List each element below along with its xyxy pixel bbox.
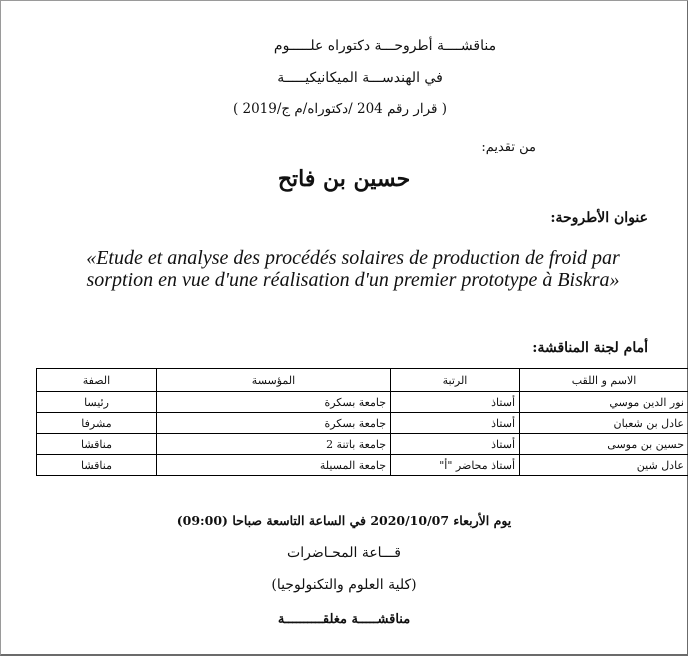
faculty-name: (كلية العلوم والتكنولوجيا) [0,577,688,593]
member-role: مناقشا [37,455,157,476]
column-header-role: الصفة [37,369,157,392]
committee-table [36,368,688,476]
member-name: حسين بن موسى [520,434,688,455]
member-role: مناقشا [37,434,157,455]
table-row [37,392,688,413]
member-institution: جامعة بسكرة [157,392,391,413]
specialty-heading: في الهندســـة الميكانيكيـــــة [60,70,660,86]
member-name: نور الدين موسي [520,392,688,413]
member-rank: أستاذ [391,392,520,413]
table-header-row [37,369,688,392]
column-header-rank: الرتبة [391,369,520,392]
thesis-title: «Etude et analyse des procédés solaires de production de froid par sorption en vue d'une réalisation d'un premier prototype à Biskra» [58,247,648,291]
member-institution: جامعة باتنة 2 [157,434,391,455]
defense-date: يوم الأربعاء 2020/10/07 في الساعة التاسعة صباحا (09:00) [0,513,688,528]
decision-number: ( قرار رقم 204 /دكتوراه/م ج/2019 ) [40,101,640,117]
column-header-name: الاسم و اللقب [520,369,688,392]
table-row [37,413,688,434]
column-header-institution: المؤسسة [157,369,391,392]
member-name: عادل بن شعبان [520,413,688,434]
thesis-title-label: عنوان الأطروحة: [550,210,648,226]
committee-label: أمام لجنة المناقشة: [532,340,648,356]
member-rank: أستاذ محاضر "أ" [391,455,520,476]
member-institution: جامعة المسيلة [157,455,391,476]
member-role: مشرفا [37,413,157,434]
member-rank: أستاذ [391,434,520,455]
closed-defense-note: مناقشـــــة مغلقــــــــــة [0,612,688,627]
presenter-name: حسين بن فاتح [0,166,688,192]
presenter-label: من تقديم: [481,140,536,155]
member-name: عادل شين [520,455,688,476]
table-row [37,455,688,476]
table-row [37,434,688,455]
defense-room: قـــاعة المحـاضرات [0,545,688,561]
member-role: رئيسا [37,392,157,413]
member-rank: أستاذ [391,413,520,434]
defense-heading: مناقشــــة أطروحـــة دكتوراه علـــــوم [90,38,680,54]
member-institution: جامعة بسكرة [157,413,391,434]
